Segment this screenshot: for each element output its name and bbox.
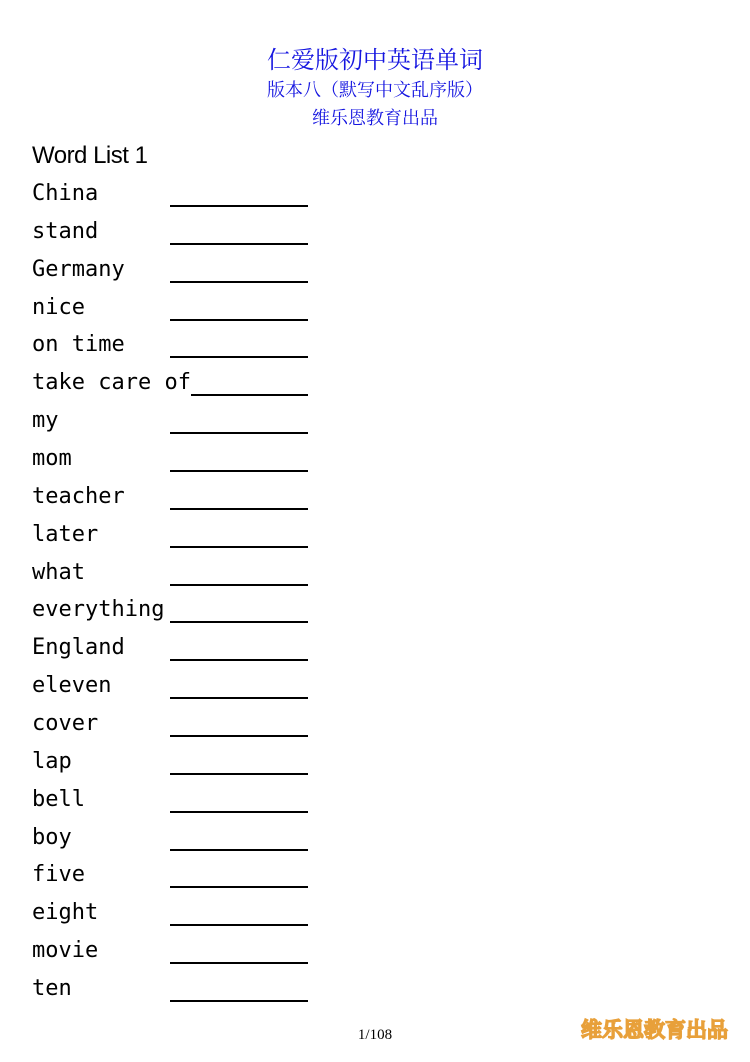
list-item (32, 254, 322, 292)
list-item (32, 178, 322, 216)
answer-blank-line (170, 697, 308, 699)
list-item (32, 557, 322, 595)
answer-blank-line (170, 508, 308, 510)
vocabulary-word: five (32, 859, 85, 891)
list-item (32, 594, 322, 632)
word-list-heading: Word List 1 (32, 142, 148, 169)
answer-blank-line (170, 319, 308, 321)
answer-blank-line (170, 924, 308, 926)
vocabulary-word: boy (32, 822, 72, 854)
list-item (32, 670, 322, 708)
answer-blank-line (170, 432, 308, 434)
vocabulary-word: Germany (32, 254, 125, 286)
answer-blank-line (170, 735, 308, 737)
vocabulary-word: later (32, 519, 98, 551)
answer-blank-line (170, 962, 308, 964)
vocabulary-word: my (32, 405, 59, 437)
vocabulary-word: nice (32, 292, 85, 324)
answer-blank-line (170, 546, 308, 548)
list-item (32, 632, 322, 670)
answer-blank-line (170, 281, 308, 283)
answer-blank-line (170, 584, 308, 586)
vocabulary-word: mom (32, 443, 72, 475)
list-item (32, 443, 322, 481)
vocabulary-word: China (32, 178, 98, 210)
answer-blank-line (170, 773, 308, 775)
vocabulary-word: everything (32, 594, 164, 626)
answer-blank-line (170, 621, 308, 623)
answer-blank-line (170, 470, 308, 472)
vocabulary-word: what (32, 557, 85, 589)
list-item (32, 859, 322, 897)
vocabulary-word: teacher (32, 481, 125, 513)
answer-blank-line (170, 205, 308, 207)
list-item (32, 784, 322, 822)
vocabulary-word: bell (32, 784, 85, 816)
document-title: 仁爱版初中英语单词 (267, 46, 483, 74)
list-item (32, 519, 322, 557)
vocabulary-word: movie (32, 935, 98, 967)
answer-blank-line (170, 849, 308, 851)
list-item (32, 292, 322, 330)
list-item (32, 973, 322, 1011)
list-item (32, 367, 322, 405)
list-item (32, 481, 322, 519)
document-publisher: 维乐恩教育出品 (312, 108, 438, 129)
list-item (32, 329, 322, 367)
list-item (32, 822, 322, 860)
list-item (32, 405, 322, 443)
document-subtitle: 版本八（默写中文乱序版） (267, 80, 483, 101)
word-list (32, 178, 322, 1011)
list-item (32, 746, 322, 784)
vocabulary-word: take care of (32, 367, 191, 399)
publisher-watermark: 维乐恩教育出品 (581, 1018, 728, 1042)
vocabulary-word: on time (32, 329, 125, 361)
vocabulary-word: eight (32, 897, 98, 929)
list-item (32, 897, 322, 935)
answer-blank-line (170, 886, 308, 888)
answer-blank-line (170, 356, 308, 358)
vocabulary-word: eleven (32, 670, 111, 702)
list-item (32, 935, 322, 973)
answer-blank-line (170, 659, 308, 661)
list-item (32, 216, 322, 254)
answer-blank-line (170, 811, 308, 813)
vocabulary-word: stand (32, 216, 98, 248)
vocabulary-word: England (32, 632, 125, 664)
answer-blank-line (170, 243, 308, 245)
list-item (32, 708, 322, 746)
vocabulary-word: cover (32, 708, 98, 740)
page-number: 1/108 (357, 1027, 393, 1043)
answer-blank-line (170, 1000, 308, 1002)
vocabulary-word: lap (32, 746, 72, 778)
vocabulary-word: ten (32, 973, 72, 1005)
